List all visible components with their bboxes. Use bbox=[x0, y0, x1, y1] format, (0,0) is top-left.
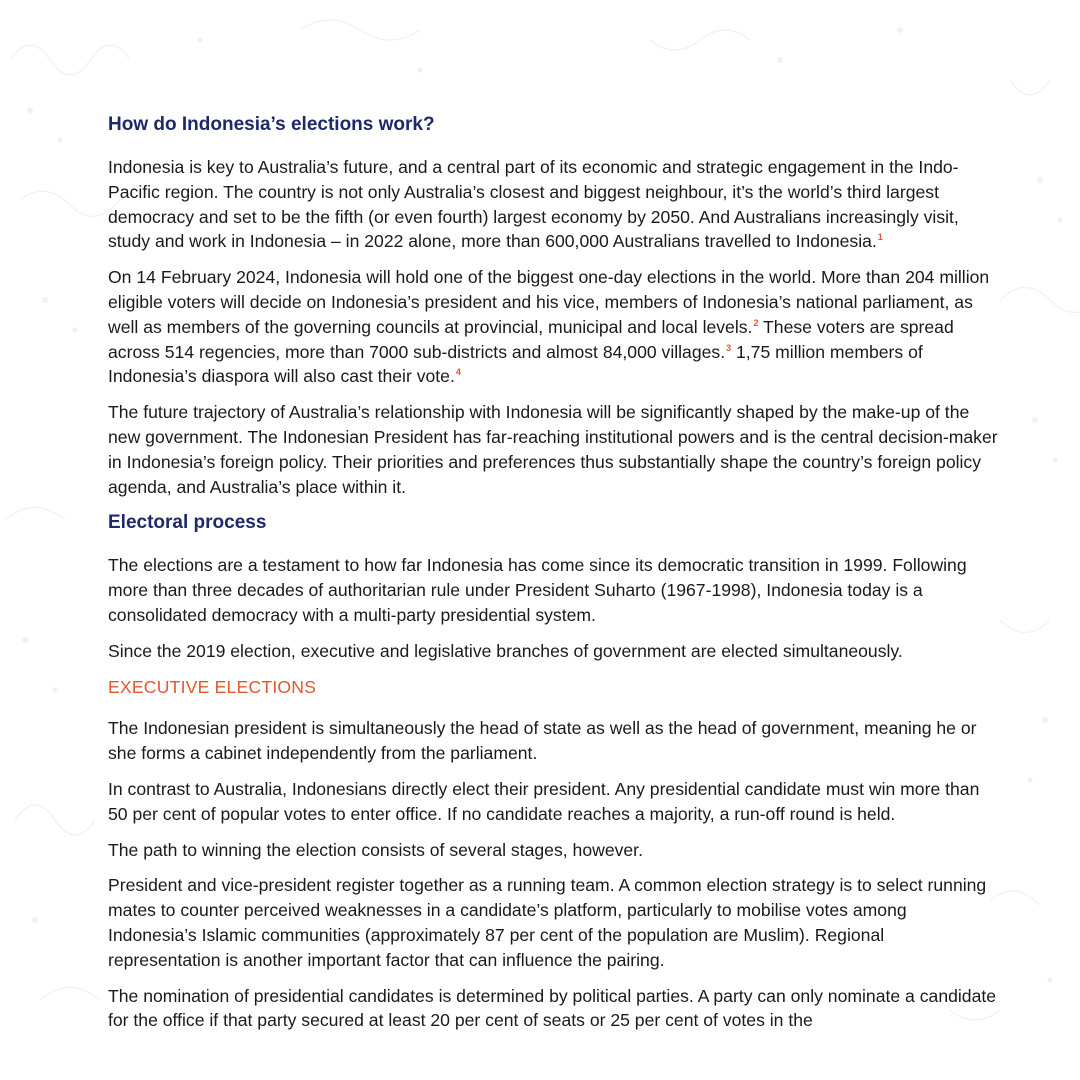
footnote-marker-1[interactable]: 1 bbox=[877, 232, 883, 243]
paragraph-trajectory: The future trajectory of Australia’s relationship with Indonesia will be significantly shaped by the make-up of the new government. The Indonesian President has far-reaching institutional powers and is the central decision-maker in Indonesia’s foreign policy. Their priorities and preferences thus substantially shape the country’s foreign policy agenda, and Australia’s place within it. bbox=[108, 402, 998, 497]
paragraph-text: On 14 February 2024, Indonesia will hold one of the biggest one-day elections in the world. More than 204 million eligible voters will decide on Indonesia’s president and his vice, members of Indonesia’s national parliament, as well as members of the governing councils at provincial, municipal and local levels. bbox=[108, 267, 990, 337]
paragraph-nomination: The nomination of presidential candidates is determined by political parties. A party can only nominate a candidate for the office if that party secured at least 20 per cent of seats or 25 per cent of votes in the bbox=[108, 985, 997, 1031]
section-heading-electoral-process: Electoral process bbox=[108, 512, 267, 534]
paragraph-running-team: President and vice-president register together as a running team. A common election strategy is to select running mates to counter perceived weaknesses in a candidate’s platform, particularly to mobilise votes among Indonesia’s Islamic communities (approximately 87 per cent of the population are Muslim). Regional representation is another important factor that can influence the pairing. bbox=[108, 875, 987, 970]
paragraph-election-date bbox=[108, 265, 998, 389]
footnote-marker-4[interactable]: 4 bbox=[455, 367, 461, 378]
paragraph-text: 1,75 million members of Indonesia’s diaspora will also cast their vote. bbox=[108, 341, 923, 387]
paragraph-direct-election: In contrast to Australia, Indonesians directly elect their president. Any presidential candidate must win more than 50 per cent of popular votes to enter office. If no candidate reaches a majority, a run-off round is held. bbox=[108, 778, 980, 824]
paragraph-text: These voters are spread across 514 regencies, more than 7000 sub-districts and almost 84,000 villages. bbox=[108, 316, 954, 362]
footnote-marker-3[interactable]: 3 bbox=[726, 342, 732, 353]
footnote-marker-2[interactable]: 2 bbox=[753, 317, 759, 328]
paragraph-text: Indonesia is key to Australia’s future, and a central part of its economic and strategic engagement in the Indo-Pacific region. The country is not only Australia’s closest and biggest neighbour, it’s the world’s third largest democracy and set to be the fifth (or even fourth) largest economy by 2050. And Australians increasingly visit, study and work in Indonesia – in 2022 alone, more than 600,000 Australians travelled to Indonesia. bbox=[108, 157, 959, 252]
paragraph-intro bbox=[108, 155, 998, 254]
paragraph-path: The path to winning the election consists of several stages, however. bbox=[108, 839, 643, 860]
paragraph-democracy: The elections are a testament to how far Indonesia has come since its democratic transition in 1999. Following more than three decades of authoritarian rule under President Suharto (1967-1998), Indonesia today is a consolidated democracy with a multi-party presidential system. bbox=[108, 555, 967, 625]
document-page bbox=[108, 112, 998, 1044]
paragraph-president-role: The Indonesian president is simultaneously the head of state as well as the head of government, meaning he or she forms a cabinet independently from the parliament. bbox=[108, 718, 977, 764]
paragraph-simultaneous: Since the 2019 election, executive and legislative branches of government are elected simultaneously. bbox=[108, 640, 903, 661]
subheading-executive-elections: EXECUTIVE ELECTIONS bbox=[108, 676, 317, 697]
section-heading-elections: How do Indonesia’s elections work? bbox=[108, 114, 435, 135]
